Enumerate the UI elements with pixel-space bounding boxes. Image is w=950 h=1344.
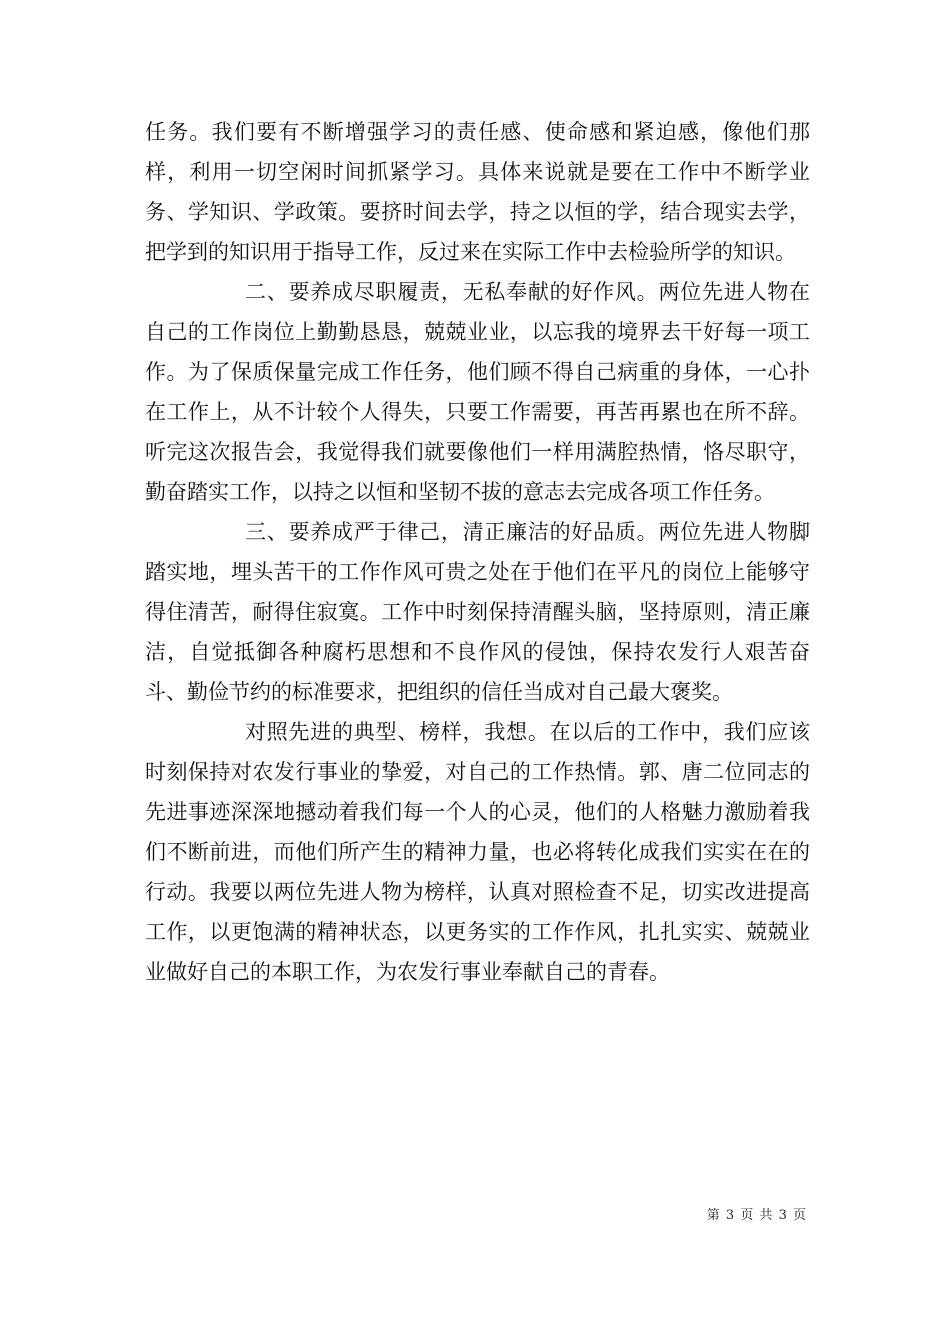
paragraph-3: 三、要养成严于律己，清正廉洁的好品质。两位先进人物脚踏实地，埋头苦干的工作作风可贵之处在于他们在平凡的岗位上能够守得住清苦，耐得住寂寞。工作中时刻保持清醒头脑，坚持原则，清正廉洁，自觉抵御各种腐朽思想和不良作风的侵蚀，保持农发行人艰苦奋斗、勤俭节约的标准要求，把组织的信任当成对自己最大褒奖。 — [145, 520, 810, 704]
document-body — [145, 112, 810, 992]
page-number-footer: 第 3 页 共 3 页 — [706, 1208, 807, 1223]
paragraph-4: 对照先进的典型、榜样，我想。在以后的工作中，我们应该时刻保持对农发行事业的挚爱，对自己的工作热情。郭、唐二位同志的先进事迹深深地撼动着我们每一个人的心灵，他们的人格魅力激励着我们不断前进，而他们所产生的精神力量，也必将转化成我们实实在在的行动。我要以两位先进人物为榜样，认真对照检查不足，切实改进提高工作，以更饱满的精神状态，以更务实的工作作风，扎扎实实、兢兢业业做好自己的本职工作，为农发行事业奉献自己的青春。 — [145, 720, 810, 984]
paragraph-1: 任务。我们要有不断增强学习的责任感、使命感和紧迫感，像他们那样，利用一切空闲时间抓紧学习。具体来说就是要在工作中不断学业务、学知识、学政策。要挤时间去学，持之以恒的学，结合现实去学，把学到的知识用于指导工作，反过来在实际工作中去检验所学的知识。 — [145, 120, 810, 264]
paragraph-2: 二、要养成尽职履责，无私奉献的好作风。两位先进人物在自己的工作岗位上勤勤恳恳，兢兢业业，以忘我的境界去干好每一项工作。为了保质保量完成工作任务，他们顾不得自己病重的身体，一心扑在工作上，从不计较个人得失，只要工作需要，再苦再累也在所不辞。听完这次报告会，我觉得我们就要像他们一样用满腔热情，恪尽职守，勤奋踏实工作，以持之以恒和坚韧不拔的意志去完成各项工作任务。 — [145, 280, 810, 504]
